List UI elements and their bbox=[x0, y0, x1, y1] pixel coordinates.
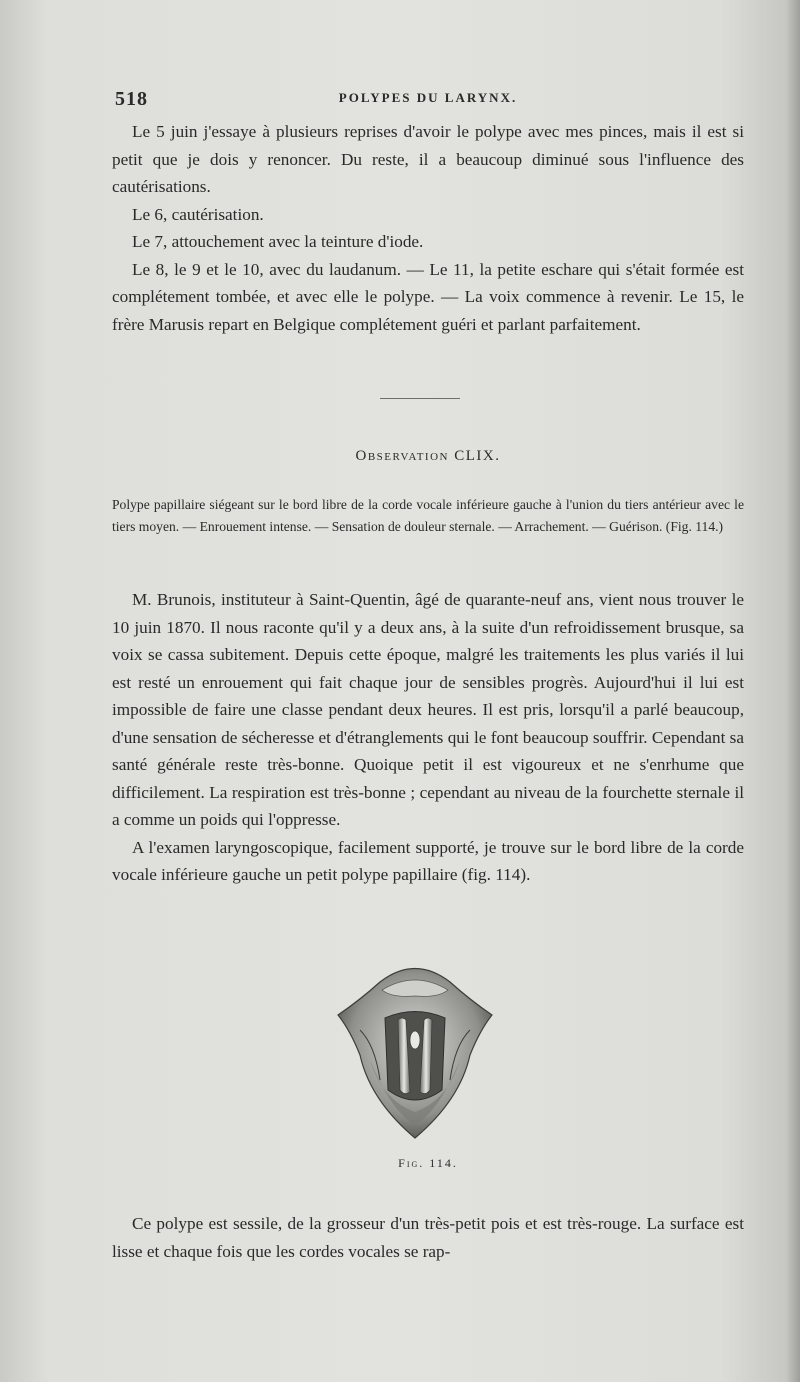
paragraph: A l'examen laryngoscopique, facilement supporté, je trouve sur le bord libre de la corde vocale inférieure gauche un petit polype papillaire (fig. 114). bbox=[112, 837, 744, 884]
previous-case-text bbox=[112, 118, 744, 338]
paragraph: M. Brunois, instituteur à Saint-Quentin, âgé de quarante-neuf ans, vient nous trouver le 10 juin 1870. Il nous raconte qu'il y a deux ans, à la suite d'un refroidissement brusque, sa voix se cassa subitement. Depuis cette époque, malgré les traitements les plus variés il lui est resté un enrouement qui fait chaque jour de sensibles progrès. Aujourd'hui il lui est impossible de faire une classe pendant deux heures. Il est pris, lorsqu'il a parlé beaucoup, d'une sensation de sécheresse et d'étranglements qui le font beaucoup souffrir. Cependant sa santé générale reste très-bonne. Quoique petit il est vigoureux et ne s'enrhume que difficilement. La respiration est très-bonne ; cependant au niveau de la fourchette sternale il a comme un poids qui l'oppresse. bbox=[112, 590, 744, 829]
larynx-illustration bbox=[330, 960, 500, 1145]
page-number: 518 bbox=[115, 88, 148, 110]
observation-title-text: Observation CLIX. bbox=[355, 448, 501, 464]
paragraph: Ce polype est sessile, de la grosseur d'un très-petit pois et est très-rouge. La surface est lisse et chaque fois que les cordes vocales se rap- bbox=[112, 1214, 744, 1261]
running-head: POLYPES DU LARYNX. bbox=[338, 90, 518, 105]
paragraph: Le 5 juin j'essaye à plusieurs reprises d'avoir le polype avec mes pinces, mais il est si petit que je dois y renoncer. Du reste, il a beaucoup diminué sous l'influence des cautérisations. bbox=[112, 122, 744, 196]
continuation-text bbox=[112, 1210, 744, 1265]
paragraph: Le 6, cautérisation. bbox=[132, 204, 264, 224]
page-edge-shadow bbox=[786, 0, 800, 1382]
paragraph: Le 8, le 9 et le 10, avec du laudanum. — Le 11, la petite eschare qui s'était formée est complétement tombée, et avec elle le polype. — La voix commence à revenir. Le 15, le frère Marusis repart en Belgique complétement guéri et parlant parfaitement. bbox=[112, 259, 744, 334]
observation-title bbox=[112, 448, 744, 465]
figure-caption: Fig. 114. bbox=[398, 1156, 458, 1170]
paragraph: Le 7, attouchement avec la teinture d'iode. bbox=[132, 232, 424, 251]
observation-body bbox=[112, 586, 744, 889]
page-header bbox=[112, 84, 744, 112]
section-divider bbox=[380, 398, 460, 399]
observation-summary: Polype papillaire siégeant sur le bord libre de la corde vocale inférieure gauche à l'union du tiers antérieur avec le tiers moyen. — Enrouement intense. — Sensation de douleur sternale. — Arrachement. — Guérison. (Fig. 114.) bbox=[112, 497, 744, 534]
